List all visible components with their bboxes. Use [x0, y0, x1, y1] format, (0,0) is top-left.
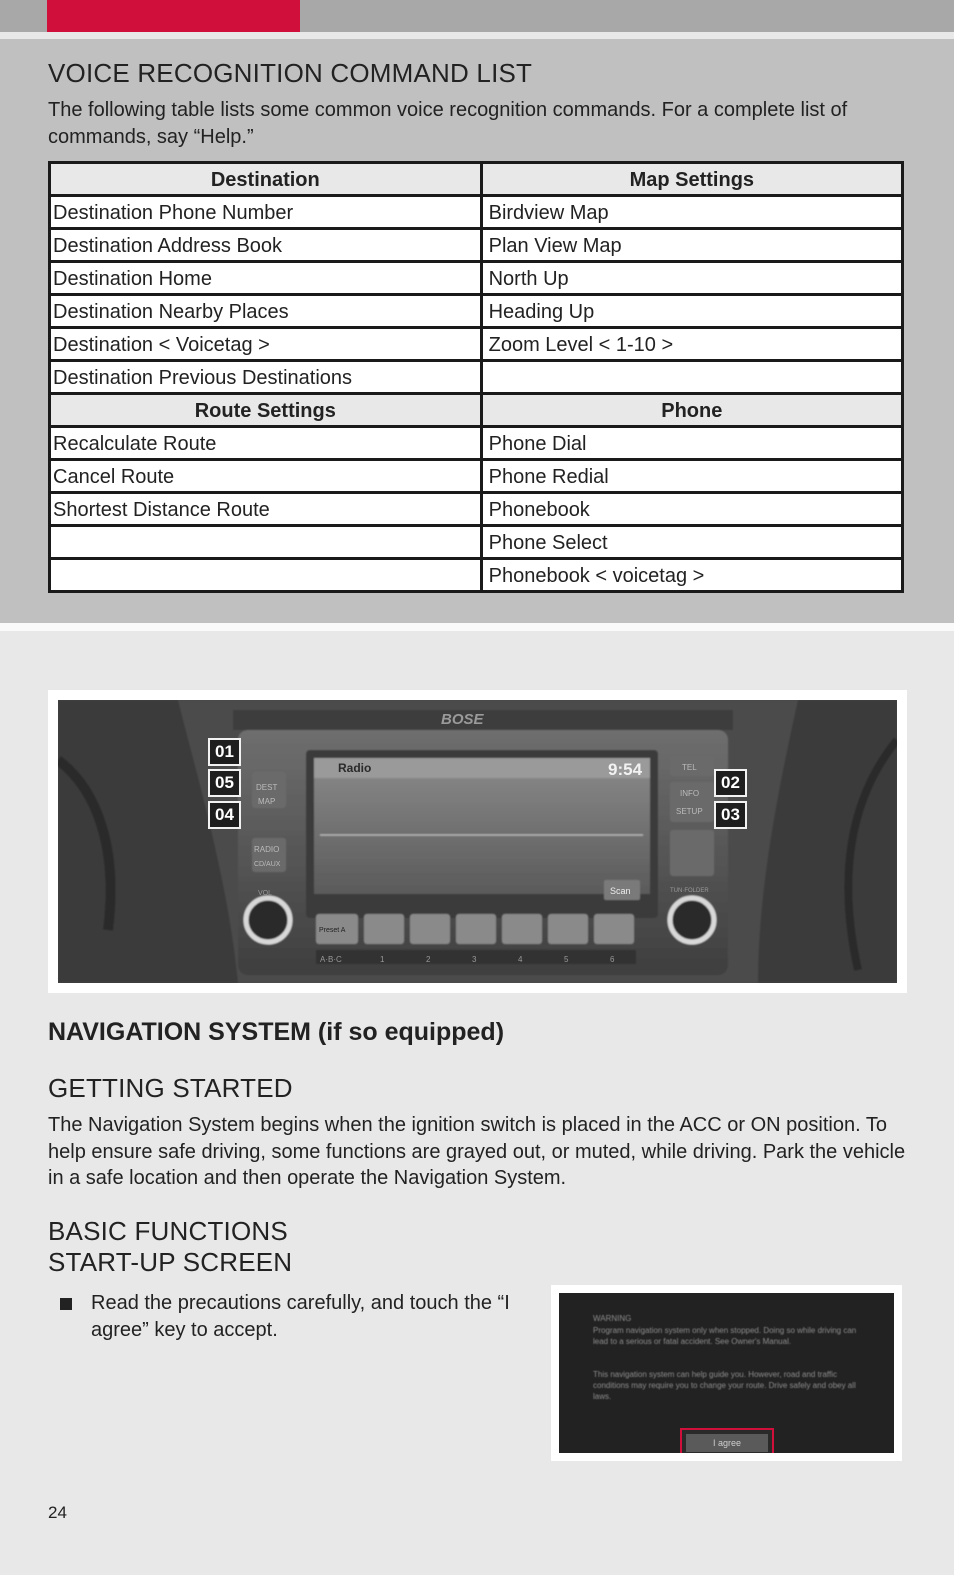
table-cell: North Up [481, 262, 902, 295]
callout-04: 04 [208, 801, 241, 829]
vol-knob-label: VOL [258, 890, 273, 897]
bottom-key-label: A·B·C [320, 955, 342, 964]
table-row [50, 361, 903, 394]
column-header: Route Settings [50, 394, 482, 427]
table-cell: Shortest Distance Route [50, 493, 482, 526]
voice-command-table [48, 161, 904, 593]
table-row [50, 229, 903, 262]
table-row [50, 262, 903, 295]
table-cell: Phone Dial [481, 427, 902, 460]
table-row [50, 526, 903, 559]
column-header: Destination [50, 163, 482, 196]
table-cell: Phonebook < voicetag > [481, 559, 902, 592]
warning-text-1: Program navigation system only when stopped. Doing so while driving can lead to a serious or fatal accident. See Owner's Manual. [593, 1326, 857, 1346]
table-cell: Destination Nearby Places [50, 295, 482, 328]
warning-text-2: This navigation system can help guide you. However, road and traffic conditions may require you to change your route. Drive safely and obey all laws. [593, 1370, 856, 1401]
cd-aux-button-label: CD/AUX [254, 861, 281, 868]
startup-screen-heading: START-UP SCREEN [48, 1247, 293, 1277]
table-row [50, 328, 903, 361]
table-cell [50, 526, 482, 559]
table-cell: Zoom Level < 1-10 > [481, 328, 902, 361]
dashboard-photo [58, 700, 897, 983]
table-row [50, 493, 903, 526]
tel-button-label: TEL [682, 763, 697, 772]
clock-display: 9:54 [608, 760, 643, 779]
page-number: 24 [48, 1503, 67, 1522]
navigation-system-heading: NAVIGATION SYSTEM (if so equipped) [48, 1018, 505, 1046]
table-row [50, 460, 903, 493]
callout-03: 03 [714, 801, 747, 829]
table-cell: Heading Up [481, 295, 902, 328]
table-cell: Phonebook [481, 493, 902, 526]
dashboard-illustration [58, 700, 897, 983]
table-header-row [50, 163, 903, 196]
panel-divider [0, 623, 954, 631]
radio-button-label: RADIO [254, 845, 280, 854]
bottom-key-label: 5 [564, 955, 569, 964]
startup-screenshot-frame [551, 1285, 902, 1461]
setup-button-label: SETUP [676, 807, 703, 816]
table-cell [481, 361, 902, 394]
tuning-knob-label: TUN·FOLDER [670, 888, 709, 894]
table-cell: Destination Phone Number [50, 196, 482, 229]
table-header-row [50, 394, 903, 427]
table-cell: Destination < Voicetag > [50, 328, 482, 361]
table-row [50, 559, 903, 592]
table-row [50, 427, 903, 460]
i-agree-label: I agree [686, 1434, 768, 1452]
bottom-key-label: 3 [472, 955, 477, 964]
table-row [50, 295, 903, 328]
table-cell: Phone Select [481, 526, 902, 559]
startup-screenshot [559, 1293, 894, 1453]
callout-01: 01 [208, 738, 241, 766]
scan-button-label: Scan [610, 886, 631, 896]
getting-started-text: The Navigation System begins when the ignition switch is placed in the ACC or ON position. To help ensure safe driving, some functions are grayed out, or muted, while driving. Park the vehicle in a safe location and then operate the Navigation System. [48, 1114, 906, 1189]
column-header: Phone [481, 394, 902, 427]
bullet-square-icon [60, 1298, 72, 1310]
table-cell: Destination Home [50, 262, 482, 295]
dest-button-label: DEST [256, 783, 278, 792]
map-button-label: MAP [258, 797, 276, 806]
callout-02: 02 [714, 769, 747, 797]
table-cell: Destination Address Book [50, 229, 482, 262]
brand-logo: BOSE [441, 711, 484, 728]
dashboard-photo-frame [48, 690, 907, 993]
table-cell: Recalculate Route [50, 427, 482, 460]
table-cell: Cancel Route [50, 460, 482, 493]
voice-command-intro: The following table lists some common voice recognition commands. For a complete list of commands, say “Help.” [48, 99, 848, 148]
callout-05: 05 [208, 769, 241, 797]
voice-command-heading: VOICE RECOGNITION COMMAND LIST [48, 58, 533, 88]
getting-started-heading: GETTING STARTED [48, 1073, 293, 1103]
table-cell: Plan View Map [481, 229, 902, 262]
column-header: Map Settings [481, 163, 902, 196]
warning-title: WARNING [593, 1314, 632, 1323]
info-button-label: INFO [680, 789, 700, 798]
bottom-key-label: 1 [380, 955, 385, 964]
i-agree-button[interactable] [680, 1428, 774, 1453]
bottom-key-label: 2 [426, 955, 431, 964]
table-cell: Phone Redial [481, 460, 902, 493]
bottom-key-label: 4 [518, 955, 523, 964]
preset-button-label: Preset A [319, 927, 346, 934]
top-bar [0, 0, 954, 32]
table-cell: Destination Previous Destinations [50, 361, 482, 394]
bottom-key-label: 6 [610, 955, 615, 964]
table-row [50, 196, 903, 229]
screen-title: Radio [338, 761, 372, 775]
accent-tab [47, 0, 300, 32]
basic-functions-heading: BASIC FUNCTIONS [48, 1216, 288, 1246]
bullet-text: Read the precautions carefully, and touch the “I agree” key to accept. [91, 1292, 510, 1341]
table-cell: Birdview Map [481, 196, 902, 229]
table-cell [50, 559, 482, 592]
